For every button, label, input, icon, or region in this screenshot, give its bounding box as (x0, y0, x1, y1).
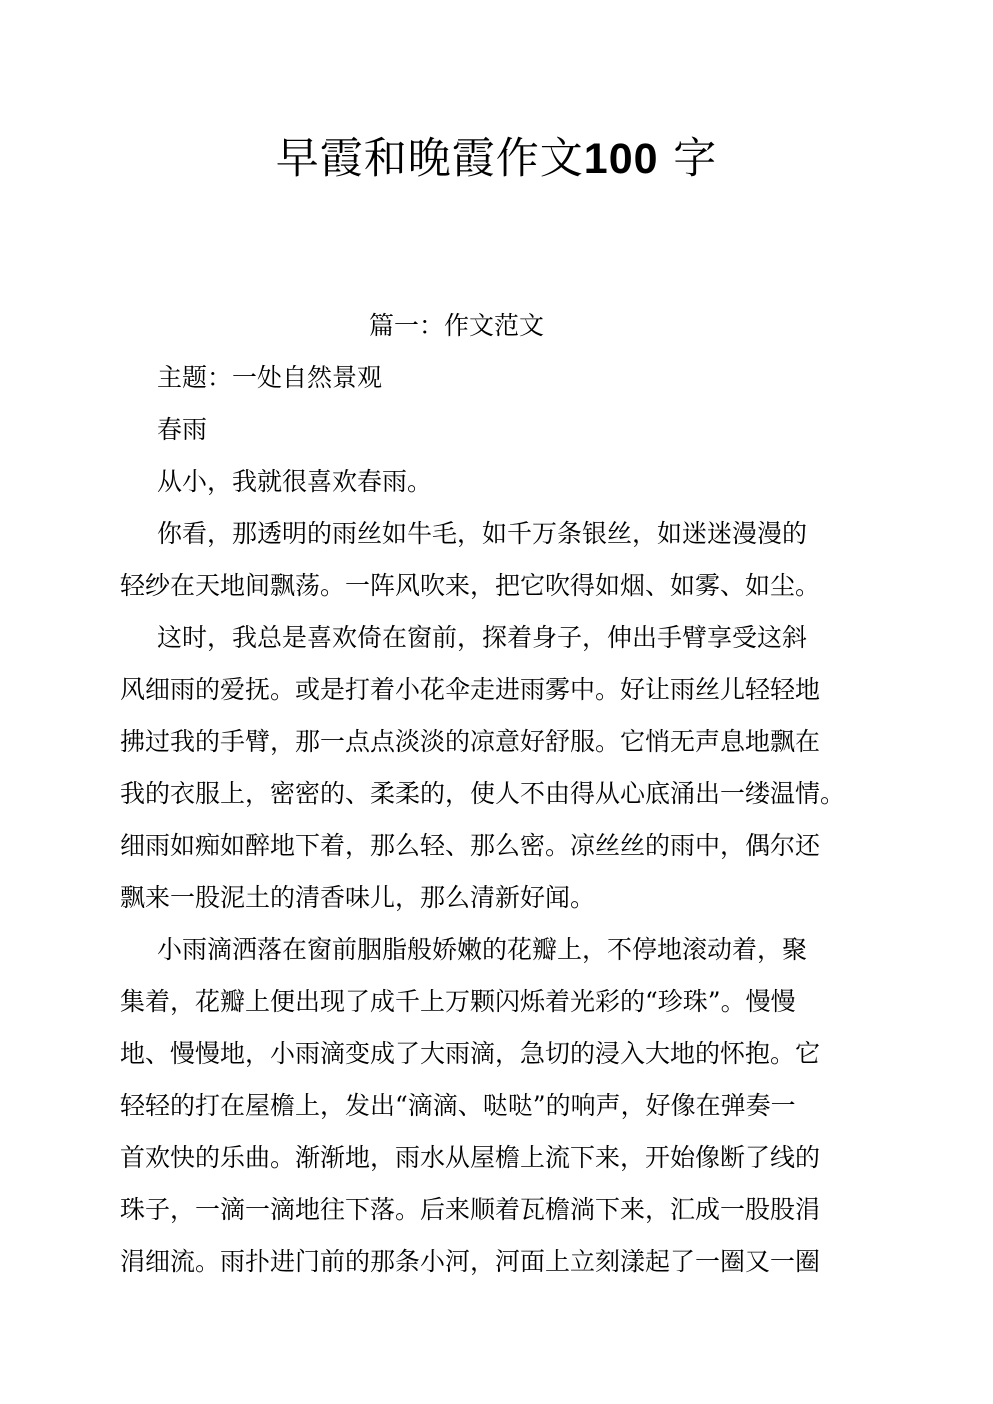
paragraph-line: 轻轻的打在屋檐上，发出“滴滴、哒哒”的响声，好像在弹奏一 (120, 1091, 796, 1120)
essay-title: 春雨 (157, 415, 208, 444)
paragraph-line: 风细雨的爱抚。或是打着小花伞走进雨雾中。好让雨丝儿轻轻地 (120, 675, 821, 704)
paragraph-line: 从小，我就很喜欢春雨。 (157, 467, 433, 496)
topic-line: 主题：一处自然景观 (157, 363, 383, 392)
paragraph-line: 轻纱在天地间飘荡。一阵风吹来，把它吹得如烟、如雾、如尘。 (120, 571, 821, 600)
section-title: 篇一：作文范文 (368, 311, 544, 340)
paragraph-line: 珠子，一滴一滴地往下落。后来顺着瓦檐淌下来，汇成一股股涓 (120, 1195, 821, 1224)
paragraph-line: 细雨如痴如醉地下着，那么轻、那么密。凉丝丝的雨中，偶尔还 (120, 831, 821, 860)
document-title (0, 128, 993, 190)
title-number: 100 (583, 135, 659, 183)
title-text: 早霞和晚霞作文 (275, 134, 584, 184)
title-suffix: 字 (673, 134, 718, 184)
paragraph-line: 小雨滴洒落在窗前胭脂般娇嫩的花瓣上，不停地滚动着，聚 (157, 935, 808, 964)
paragraph-line: 飘来一股泥土的清香味儿，那么清新好闻。 (120, 883, 596, 912)
paragraph-line: 集着，花瓣上便出现了成千上万颗闪烁着光彩的“珍珠”。慢慢 (120, 987, 796, 1016)
paragraph-line: 首欢快的乐曲。渐渐地，雨水从屋檐上流下来，开始像断了线的 (120, 1143, 821, 1172)
paragraph-line: 涓细流。雨扑进门前的那条小河，河面上立刻漾起了一圈又一圈 (120, 1247, 821, 1276)
paragraph-line: 拂过我的手臂，那一点点淡淡的凉意好舒服。它悄无声息地飘在 (120, 727, 821, 756)
paragraph-line: 地、慢慢地，小雨滴变成了大雨滴，急切的浸入大地的怀抱。它 (120, 1039, 821, 1068)
paragraph-line: 这时，我总是喜欢倚在窗前，探着身子，伸出手臂享受这斜 (157, 623, 808, 652)
paragraph-line: 我的衣服上，密密的、柔柔的，使人不由得从心底涌出一缕温情。 (120, 779, 846, 808)
paragraph-line: 你看，那透明的雨丝如牛毛，如千万条银丝，如迷迷漫漫的 (157, 519, 808, 548)
